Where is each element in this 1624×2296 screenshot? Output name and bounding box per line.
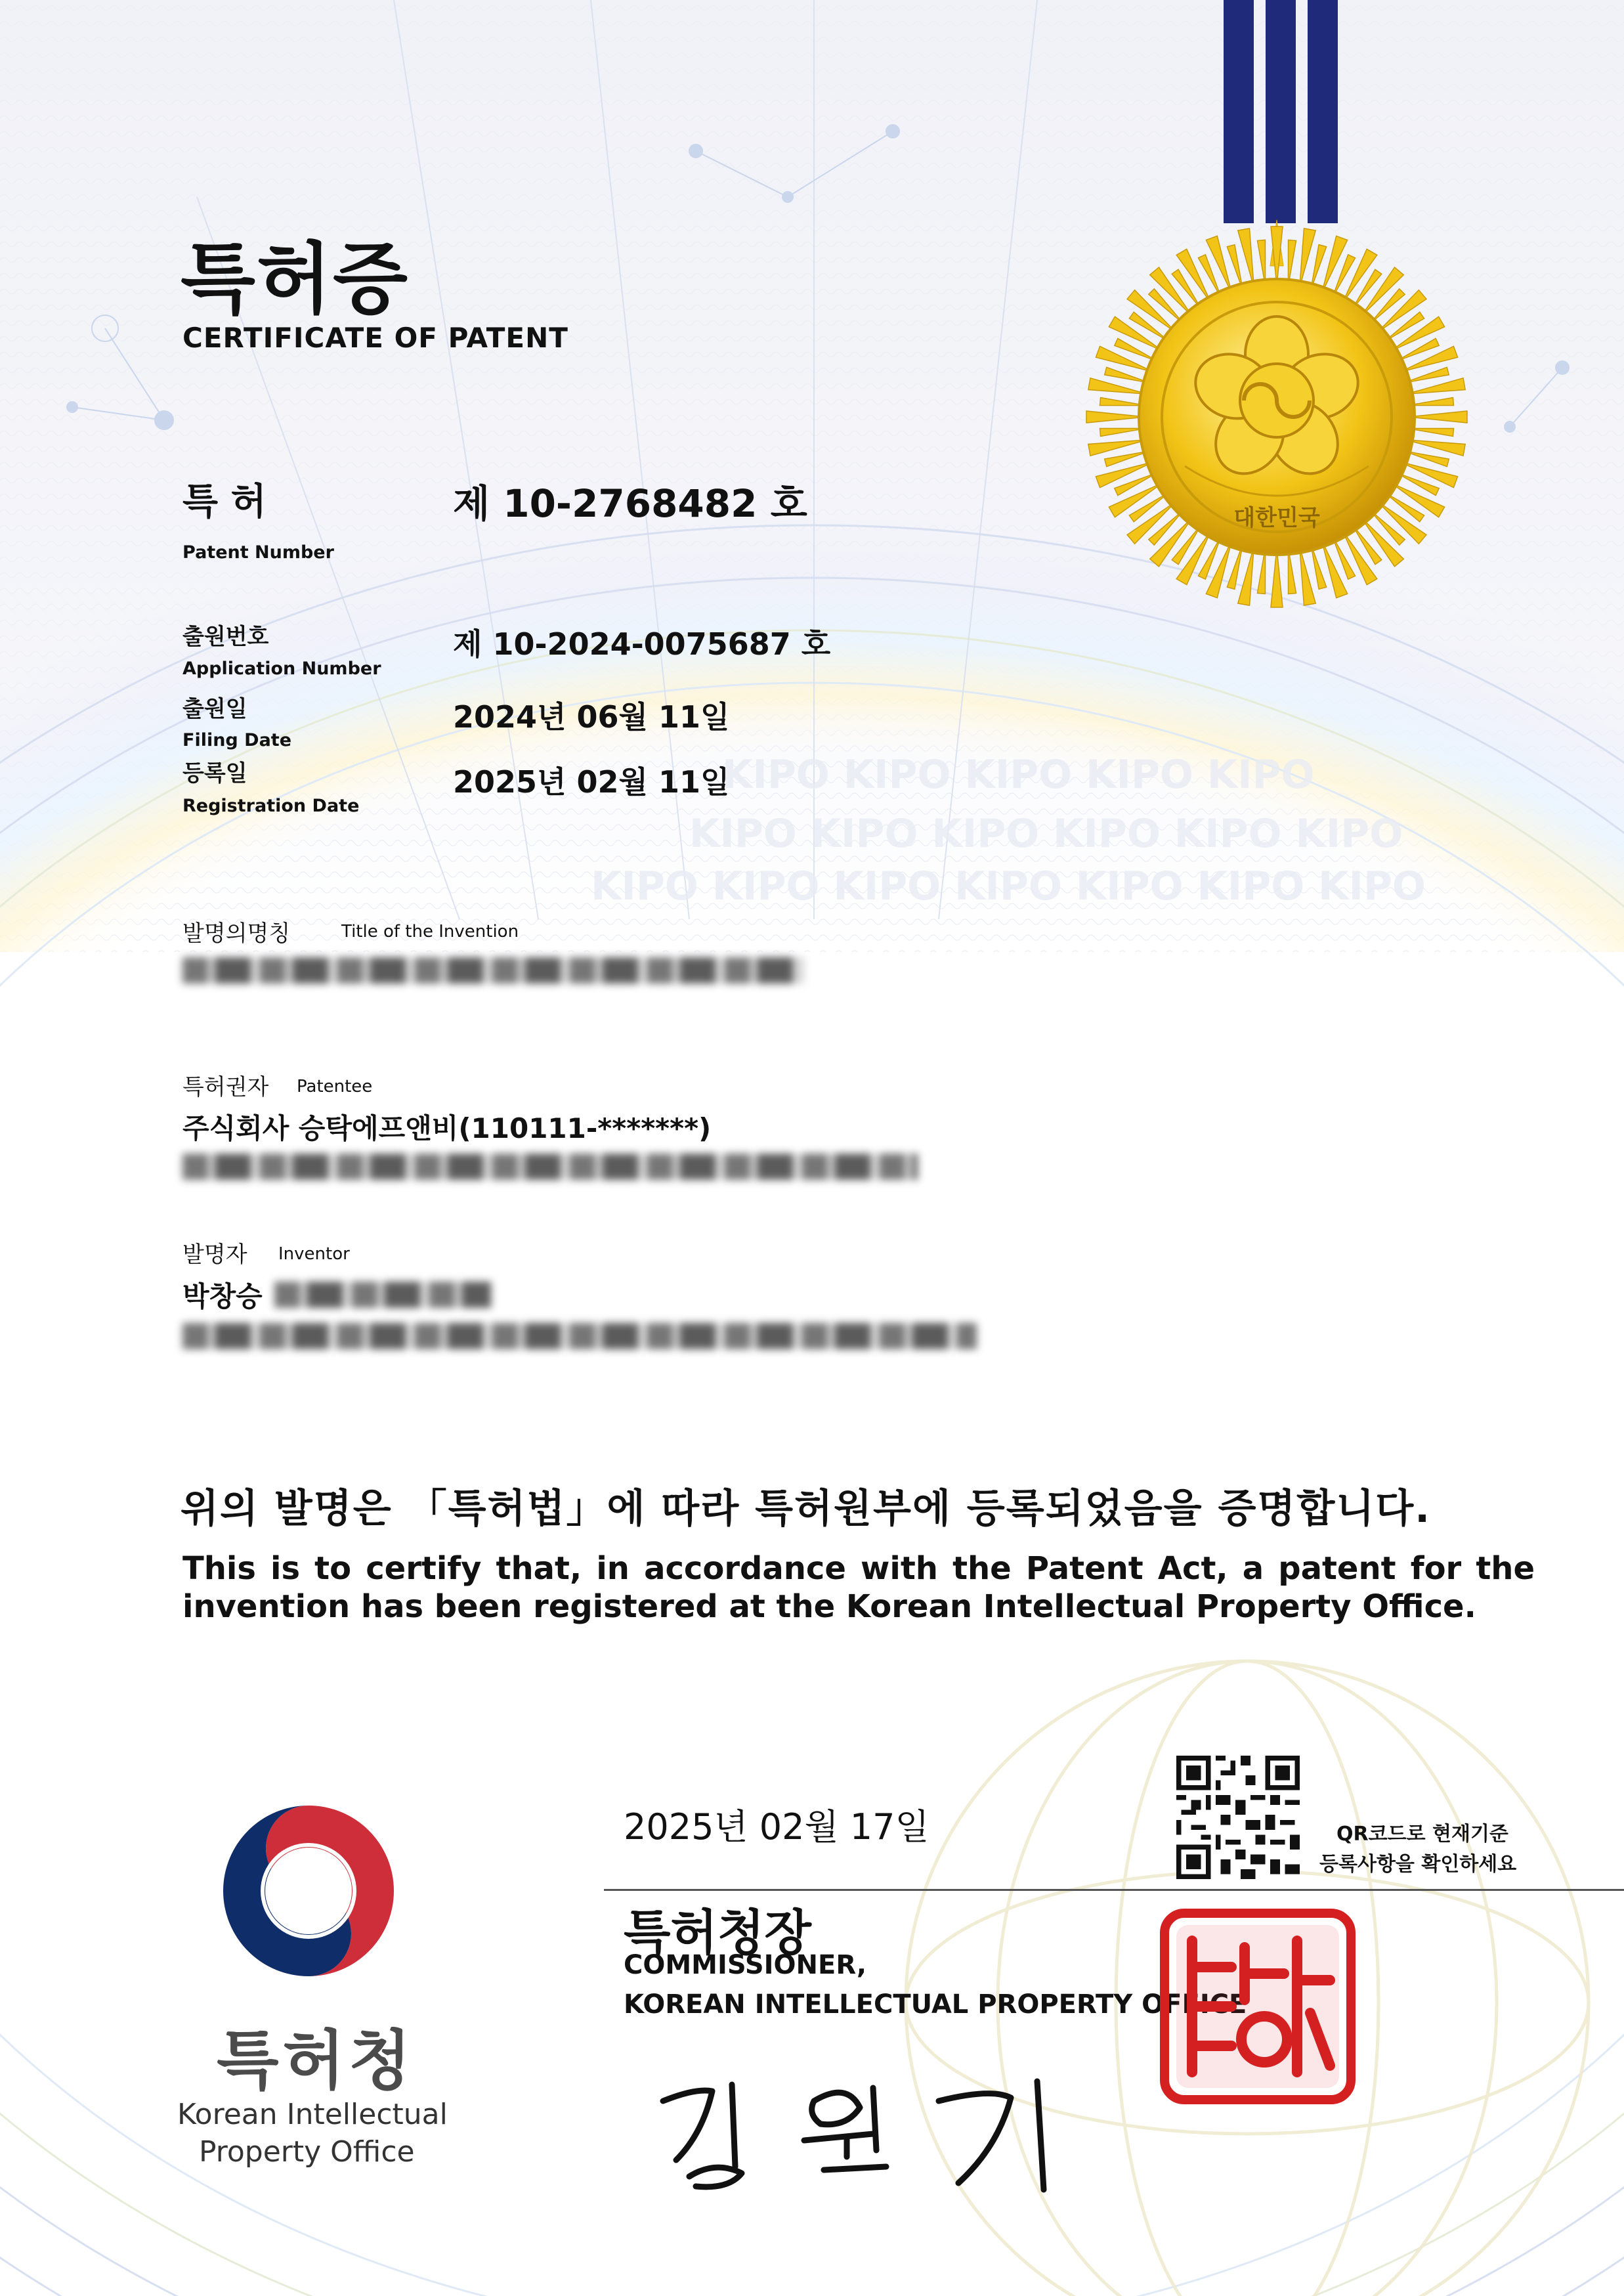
filing-date-value: 2024년 06월 11일 [453, 699, 730, 735]
svg-text:KIPO KIPO KIPO KIPO KIPO: KIPO KIPO KIPO KIPO KIPO [722, 752, 1315, 798]
ribbon-stripe [1308, 0, 1338, 223]
registration-date-label-en: Registration Date [182, 796, 360, 816]
divider [604, 1889, 1624, 1891]
application-number-label-en: Application Number [182, 659, 381, 679]
ribbon-stripe [1224, 0, 1254, 223]
medal-text: 대한민국 [1233, 505, 1320, 531]
commissioner-title-kr: 특허청장 [624, 1905, 811, 1961]
patentee-label-en: Patentee [297, 1077, 373, 1096]
certification-statement-en: This is to certify that, in accordance with the Patent Act, a patent for the invention has been registered at the Korean Intellectual Property Office. [182, 1550, 1535, 1625]
certification-statement-kr: 위의 발명은 「특허법」에 따라 특허원부에 등록되었음을 증명합니다. [181, 1486, 1432, 1532]
inventor-id-redacted [274, 1282, 491, 1308]
svg-text:KIPO KIPO KIPO KIPO KIPO KIPO: KIPO KIPO KIPO KIPO KIPO KIPO [689, 811, 1403, 857]
certificate-title-kr: 특허증 [181, 234, 409, 324]
invention-title-label-kr: 발명의명칭 [182, 921, 291, 947]
kipo-name-en-line1: Korean Intellectual [177, 2098, 448, 2131]
inventor-name: 박창승 [182, 1280, 263, 1312]
inventor-label-en: Inventor [278, 1244, 350, 1264]
invention-title-redacted [182, 957, 803, 984]
issue-date: 2025년 02월 17일 [624, 1806, 930, 1848]
filing-date-label-kr: 출원일 [182, 696, 247, 722]
commissioner-title-en-line2: KOREAN INTELLECTUAL PROPERTY OFFICE [624, 1989, 1247, 2020]
inventor-address-redacted [182, 1323, 977, 1349]
commissioner-title-en-line1: COMMISSIONER, [624, 1950, 867, 1980]
kipo-logo-icon [210, 1792, 407, 1989]
kipo-name-en-line2: Property Office [199, 2135, 415, 2169]
certificate-title-en: CERTIFICATE OF PATENT [182, 322, 568, 354]
patent-number-label-en: Patent Number [182, 542, 334, 563]
kipo-name-kr: 특허청 [217, 2024, 416, 2098]
invention-title-label-en: Title of the Invention [341, 922, 519, 942]
commissioner-signature [650, 2062, 1057, 2193]
registration-date-label-kr: 등록일 [182, 760, 247, 787]
filing-date-label-en: Filing Date [182, 730, 292, 750]
qr-caption-line2: 등록사항을 확인하세요 [1319, 1853, 1517, 1876]
patent-number-label-kr: 특 허 [182, 481, 267, 523]
qr-caption-line1: QR코드로 현재기준 [1336, 1823, 1508, 1846]
patentee-name: 주식회사 승탁에프앤비(110111-*******) [182, 1112, 712, 1144]
gold-medal-emblem [1077, 217, 1477, 617]
application-number-label-kr: 출원번호 [182, 624, 269, 650]
patentee-label-kr: 특허권자 [182, 1074, 269, 1100]
patent-number-value: 제 10-2768482 호 [453, 481, 807, 526]
official-seal-stamp [1159, 1908, 1356, 2105]
svg-text:KIPO KIPO KIPO KIPO KIPO KIPO: KIPO KIPO KIPO KIPO KIPO KIPO KIPO [591, 863, 1426, 909]
inventor-label-kr: 발명자 [182, 1242, 247, 1268]
registration-date-value: 2025년 02월 11일 [453, 764, 730, 800]
ribbon-stripe [1266, 0, 1296, 223]
patentee-address-redacted [182, 1154, 918, 1180]
application-number-value: 제 10-2024-0075687 호 [453, 626, 831, 662]
qr-code[interactable] [1176, 1756, 1300, 1879]
